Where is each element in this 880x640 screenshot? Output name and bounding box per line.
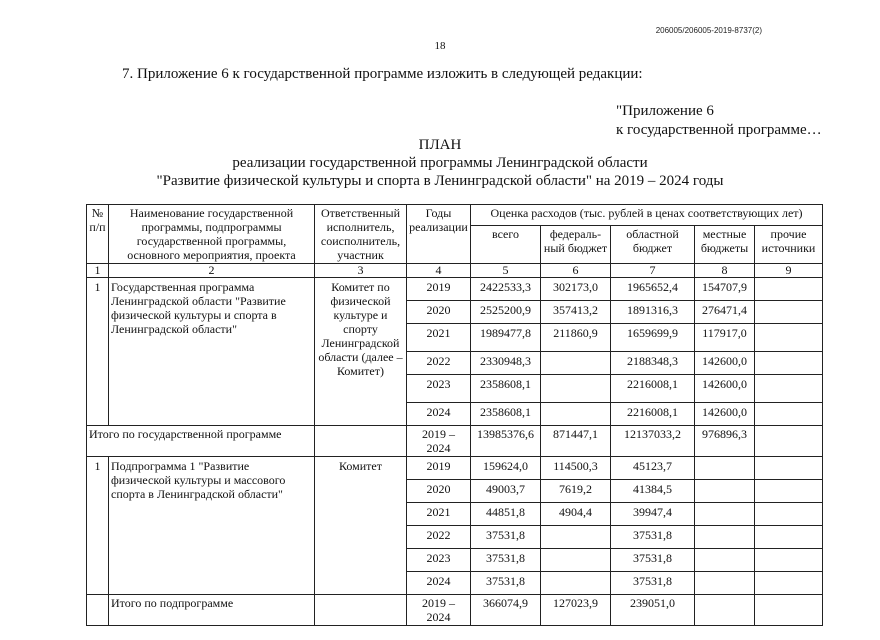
regional-cell: 2188348,3 — [611, 352, 695, 375]
regional-cell: 2216008,1 — [611, 375, 695, 403]
header-local: местные бюджеты — [695, 225, 755, 263]
local-cell — [695, 480, 755, 503]
table-row — [87, 457, 823, 480]
other-cell — [755, 403, 823, 426]
plan-title-line-2: реализации государственной программы Ленинградской области — [232, 155, 648, 171]
federal-cell — [541, 526, 611, 549]
instruction-text: 7. Приложение 6 к государственной программе изложить в следующей редакции: — [122, 66, 643, 82]
year-cell: 2022 — [407, 526, 471, 549]
empty-cell — [87, 595, 109, 626]
col-number: 5 — [471, 264, 541, 278]
regional-cell: 45123,7 — [611, 457, 695, 480]
local-cell: 117917,0 — [695, 324, 755, 352]
other-cell — [755, 572, 823, 595]
total-cell: 159624,0 — [471, 457, 541, 480]
year-cell: 2019 — [407, 457, 471, 480]
regional-cell: 1891316,3 — [611, 301, 695, 324]
other-cell — [755, 352, 823, 375]
total-cell: 37531,8 — [471, 526, 541, 549]
subprogram-num: 1 — [87, 457, 109, 595]
header-regional: областной бюджет — [611, 225, 695, 263]
header-num: № п/п — [87, 205, 109, 264]
col-number: 3 — [315, 264, 407, 278]
header-other: прочие источники — [755, 225, 823, 263]
regional-cell: 39947,4 — [611, 503, 695, 526]
total-cell: 13985376,6 — [471, 426, 541, 457]
total-cell: 2330948,3 — [471, 352, 541, 375]
year-cell: 2024 — [407, 403, 471, 426]
other-cell — [755, 324, 823, 352]
appendix-line-1: "Приложение 6 — [616, 103, 714, 119]
col-number: 9 — [755, 264, 823, 278]
total-cell: 366074,9 — [471, 595, 541, 626]
other-cell — [755, 503, 823, 526]
program-name: Государственная программа Ленинградской области "Развитие физической культуры и спорта в Ленинградской области" — [109, 278, 315, 426]
regional-cell: 1659699,9 — [611, 324, 695, 352]
federal-cell: 4904,4 — [541, 503, 611, 526]
empty-cell — [315, 595, 407, 626]
other-cell — [755, 278, 823, 301]
federal-cell — [541, 549, 611, 572]
subprogram-total-label: Итого по подпрограмме — [109, 595, 315, 626]
year-cell: 2021 — [407, 324, 471, 352]
col-number: 6 — [541, 264, 611, 278]
other-cell — [755, 426, 823, 457]
plan-table — [86, 204, 823, 626]
total-cell: 1989477,8 — [471, 324, 541, 352]
total-cell: 2525200,9 — [471, 301, 541, 324]
header-years: Годы реализации — [407, 205, 471, 264]
header-expense-group: Оценка расходов (тыс. рублей в ценах соответствующих лет) — [471, 205, 823, 226]
other-cell — [755, 480, 823, 503]
header-federal: федераль-ный бюджет — [541, 225, 611, 263]
page-number: 18 — [434, 40, 446, 52]
other-cell — [755, 457, 823, 480]
appendix-line-2: к государственной программе… — [616, 122, 822, 138]
year-cell: 2020 — [407, 480, 471, 503]
year-cell: 2019 – 2024 — [407, 426, 471, 457]
year-cell: 2023 — [407, 375, 471, 403]
program-total-row — [87, 426, 823, 457]
regional-cell: 41384,5 — [611, 480, 695, 503]
regional-cell: 1965652,4 — [611, 278, 695, 301]
subprogram-name: Подпрограмма 1 "Развитие физической культуры и массового спорта в Ленинградской области" — [109, 457, 315, 595]
federal-cell: 114500,3 — [541, 457, 611, 480]
year-cell: 2024 — [407, 572, 471, 595]
subprogram-responsible: Комитет — [315, 457, 407, 595]
local-cell: 142600,0 — [695, 403, 755, 426]
col-number: 2 — [109, 264, 315, 278]
local-cell — [695, 526, 755, 549]
local-cell: 976896,3 — [695, 426, 755, 457]
header-row-1 — [87, 205, 823, 226]
program-responsible: Комитет по физической культуре и спорту Ленинградской области (далее – Комитет) — [315, 278, 407, 426]
col-number: 7 — [611, 264, 695, 278]
local-cell — [695, 549, 755, 572]
total-cell: 2358608,1 — [471, 375, 541, 403]
column-number-row — [87, 264, 823, 278]
empty-cell — [315, 426, 407, 457]
year-cell: 2020 — [407, 301, 471, 324]
local-cell — [695, 457, 755, 480]
year-cell: 2022 — [407, 352, 471, 375]
local-cell: 142600,0 — [695, 352, 755, 375]
year-cell: 2023 — [407, 549, 471, 572]
other-cell — [755, 526, 823, 549]
other-cell — [755, 375, 823, 403]
local-cell: 142600,0 — [695, 375, 755, 403]
total-cell: 44851,8 — [471, 503, 541, 526]
plan-title — [0, 136, 880, 190]
year-cell: 2019 – 2024 — [407, 595, 471, 626]
other-cell — [755, 549, 823, 572]
federal-cell: 211860,9 — [541, 324, 611, 352]
federal-cell — [541, 572, 611, 595]
local-cell — [695, 595, 755, 626]
federal-cell — [541, 403, 611, 426]
plan-title-line-3: "Развитие физической культуры и спорта в Ленинградской области" на 2019 – 2024 годы — [156, 173, 724, 189]
table-row — [87, 278, 823, 301]
total-cell: 2358608,1 — [471, 403, 541, 426]
regional-cell: 37531,8 — [611, 549, 695, 572]
header-total: всего — [471, 225, 541, 263]
federal-cell: 302173,0 — [541, 278, 611, 301]
document-id: 206005/206005-2019-8737(2) — [655, 26, 762, 35]
regional-cell: 239051,0 — [611, 595, 695, 626]
plan-title-line-1: ПЛАН — [418, 137, 462, 153]
col-number: 1 — [87, 264, 109, 278]
federal-cell — [541, 352, 611, 375]
subprogram-total-row — [87, 595, 823, 626]
header-name: Наименование государственной программы, подпрограммы государственной программы, основного мероприятия, проекта — [109, 205, 315, 264]
regional-cell: 12137033,2 — [611, 426, 695, 457]
other-cell — [755, 301, 823, 324]
local-cell — [695, 503, 755, 526]
total-cell: 2422533,3 — [471, 278, 541, 301]
federal-cell: 127023,9 — [541, 595, 611, 626]
federal-cell: 7619,2 — [541, 480, 611, 503]
total-cell: 37531,8 — [471, 572, 541, 595]
other-cell — [755, 595, 823, 626]
federal-cell: 871447,1 — [541, 426, 611, 457]
federal-cell: 357413,2 — [541, 301, 611, 324]
year-cell: 2021 — [407, 503, 471, 526]
local-cell — [695, 572, 755, 595]
header-responsible: Ответственный исполнитель, соисполнитель, участник — [315, 205, 407, 264]
program-total-label: Итого по государственной программе — [87, 426, 315, 457]
program-num: 1 — [87, 278, 109, 426]
local-cell: 154707,9 — [695, 278, 755, 301]
regional-cell: 2216008,1 — [611, 403, 695, 426]
total-cell: 37531,8 — [471, 549, 541, 572]
appendix-reference — [616, 102, 822, 140]
regional-cell: 37531,8 — [611, 572, 695, 595]
col-number: 4 — [407, 264, 471, 278]
total-cell: 49003,7 — [471, 480, 541, 503]
federal-cell — [541, 375, 611, 403]
year-cell: 2019 — [407, 278, 471, 301]
local-cell: 276471,4 — [695, 301, 755, 324]
col-number: 8 — [695, 264, 755, 278]
regional-cell: 37531,8 — [611, 526, 695, 549]
